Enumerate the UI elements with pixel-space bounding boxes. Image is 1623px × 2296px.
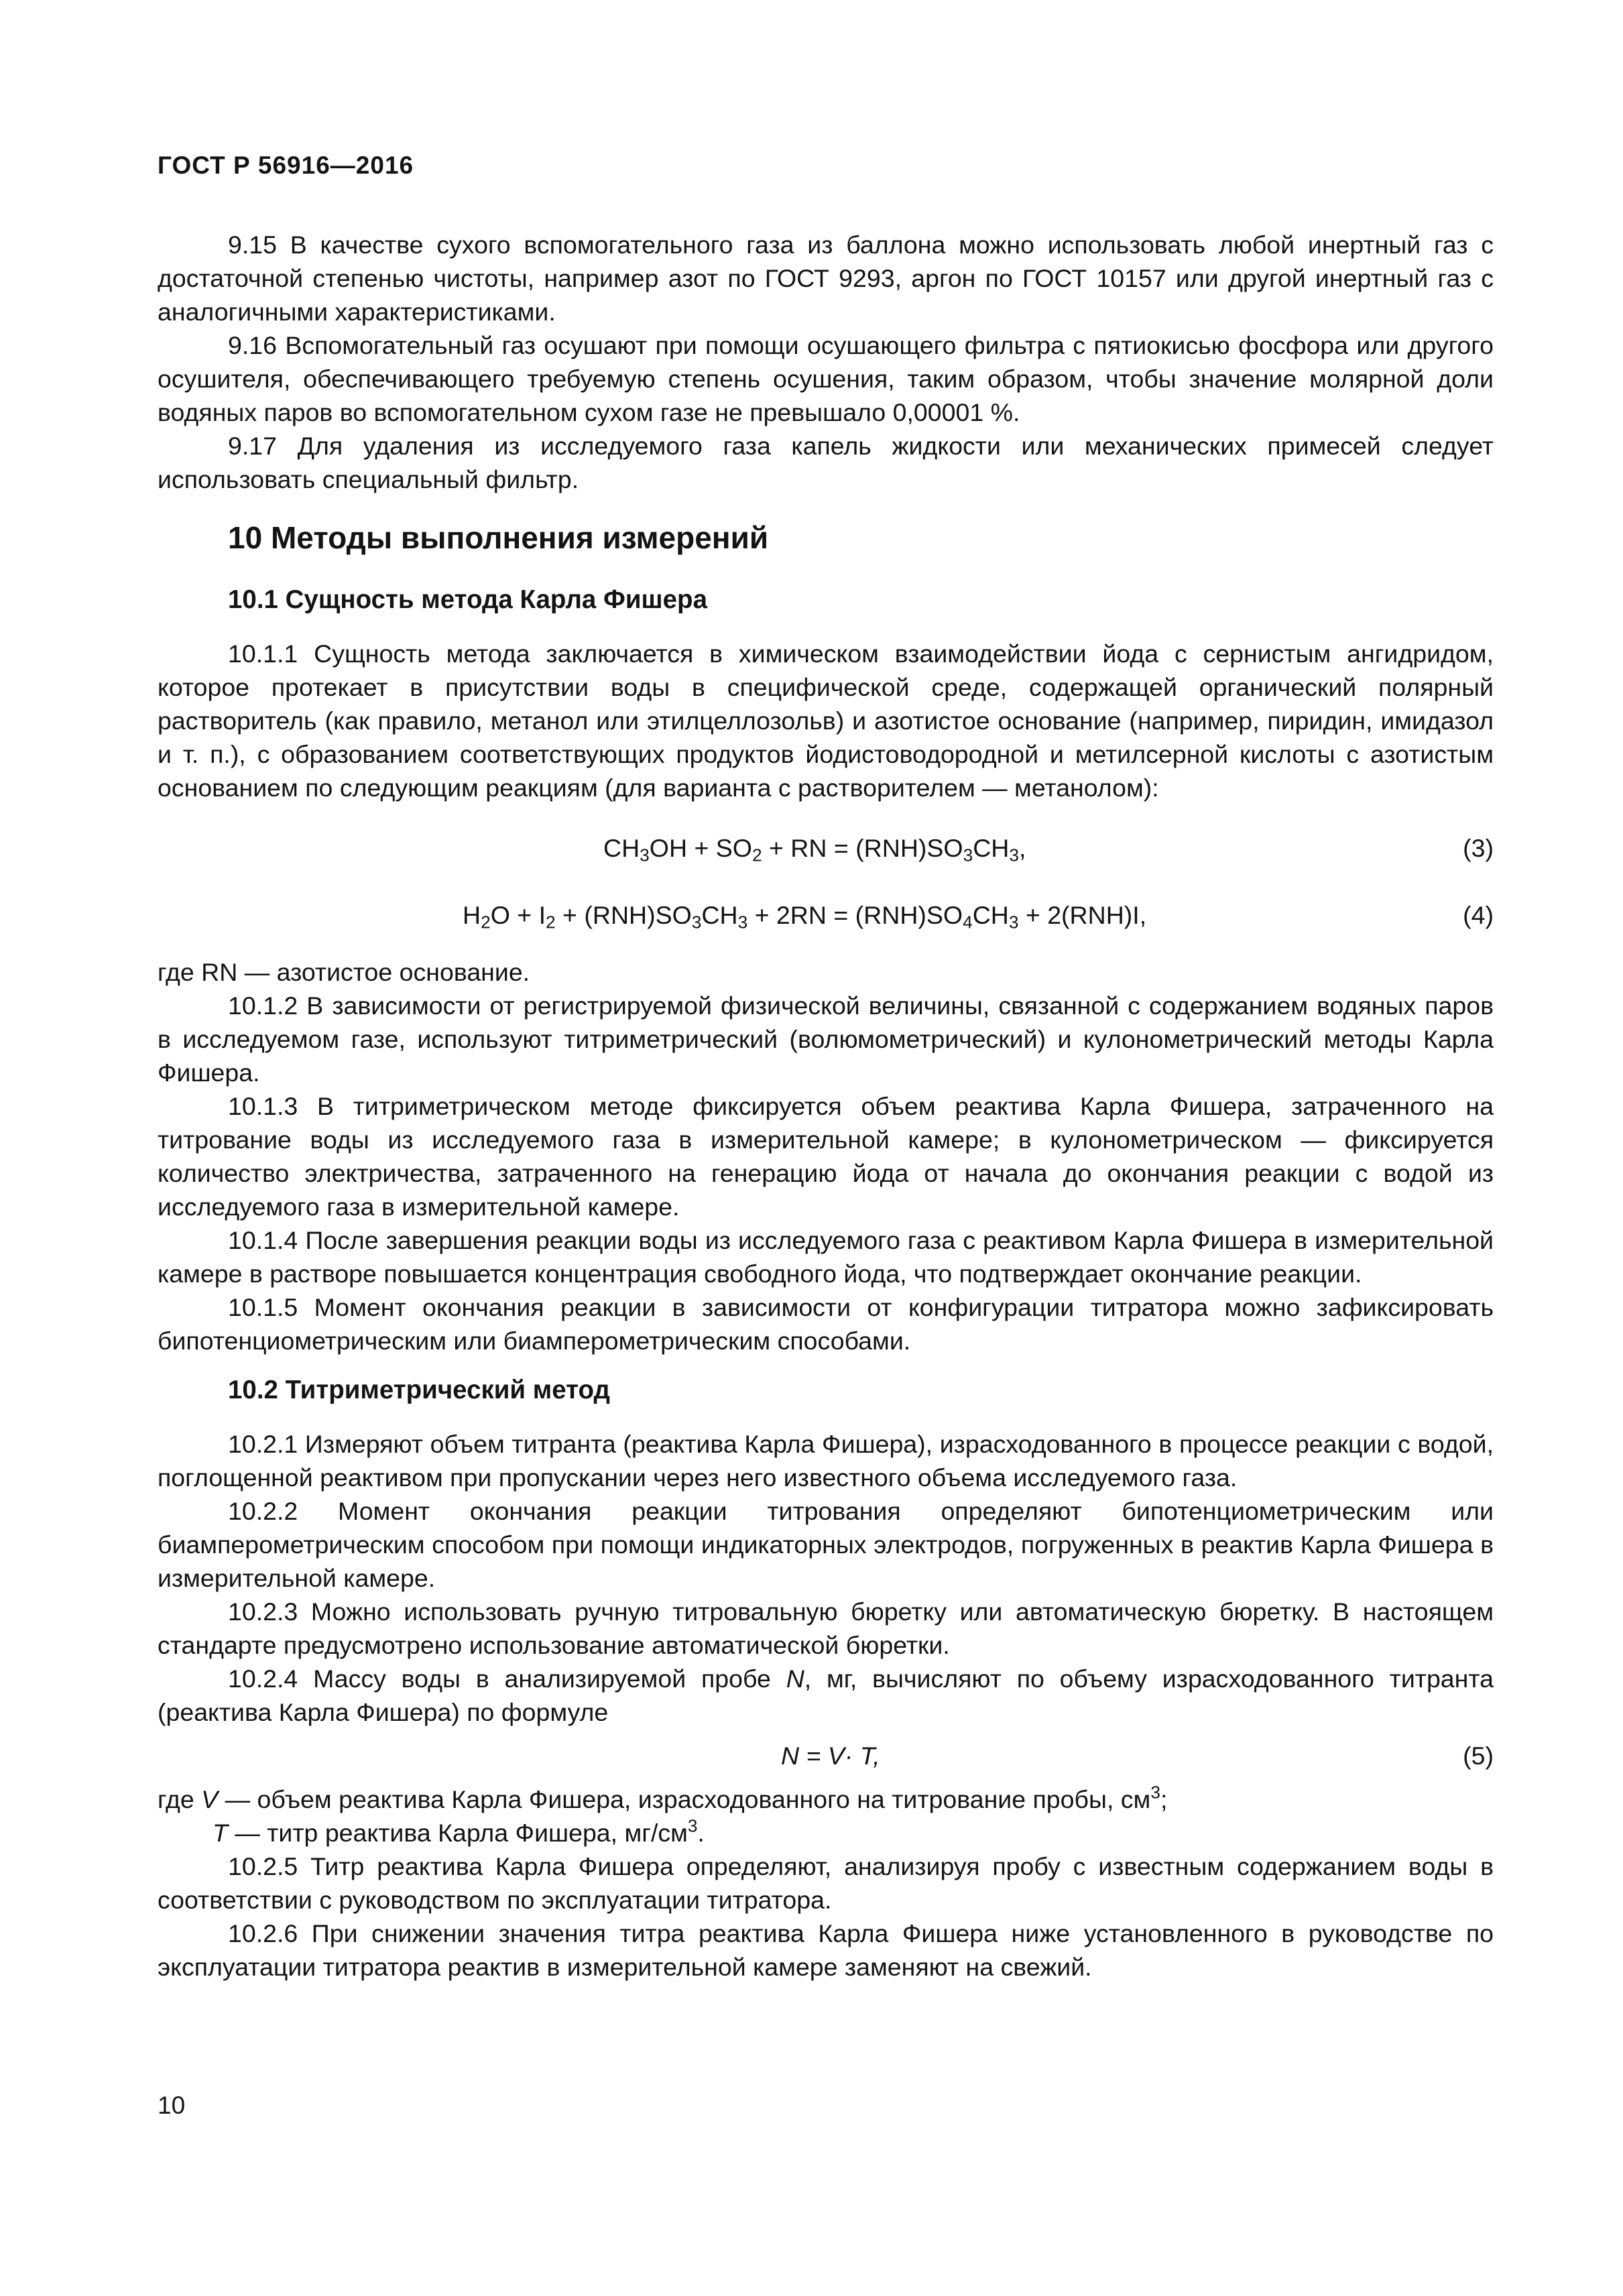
paragraph-10-1-5: 10.1.5 Момент окончания реакции в зависимости от конфигурации титратора можно зафиксировать бипотенциометрическим или биамперометрическим способами.: [158, 1293, 1494, 1355]
section-10-title: 10 Методы выполнения измерений: [228, 520, 769, 555]
paragraph-9-15: 9.15 В качестве сухого вспомогательного газа из баллона можно использовать любой инертный газ с достаточной степенью чистоты, например азот по ГОСТ 9293, аргон по ГОСТ 10157 или другой инертный газ с аналогичными характеристиками.: [158, 231, 1494, 326]
variable-n: N: [786, 1665, 804, 1693]
paragraph-10-1-3: 10.1.3 В титриметрическом методе фиксируется объем реактива Карла Фишера, затраченного на титрование воды из исследуемого газа в измерительной камере; в кулонометрическом — фиксируется количество электричества, затраченного на генерацию йода от начала до окончания реакции с водой из исследуемого газа в измерительной камере.: [158, 1092, 1494, 1221]
page-body: [158, 228, 1494, 1984]
paragraph-10-2-3: 10.2.3 Можно использовать ручную титровальную бюретку или автоматическую бюретку. В настоящем стандарте предусмотрено использование автоматической бюретки.: [158, 1597, 1494, 1659]
standard-header: ГОСТ Р 56916—2016: [158, 152, 414, 179]
page-number: 10: [158, 2092, 186, 2119]
equation-5-formula: N = V· T,: [781, 1742, 880, 1770]
equation-5: [158, 1739, 1494, 1772]
where-rn: где RN — азотистое основание.: [158, 958, 530, 986]
equation-3-formula: $CH_3OH + SO_2$ + RN = $(RNH)SO_3CH_3$,: [603, 834, 1026, 865]
equation-3: [158, 831, 1494, 865]
equation-5-number: (5): [1463, 1742, 1494, 1770]
paragraph-10-2-4: 10.2.4 Массу воды в анализируемой пробе N, мг, вычисляют по объему израсходованного титранта (реактива Карла Фишера) по формуле: [158, 1665, 1494, 1726]
paragraph-10-2-1: 10.2.1 Измеряют объем титранта (реактива Карла Фишера), израсходованного в процессе реакции с водой, поглощенной реактивом при пропускании через него известного объема исследуемого газа.: [158, 1430, 1494, 1492]
equation-3-number: (3): [1463, 834, 1494, 862]
paragraph-10-2-2: 10.2.2 Момент окончания реакции титрования определяют бипотенциометрическим или биамперометрическим способом при помощи индикаторных электродов, погруженных в реактив Карла Фишера в измерительной камере.: [158, 1497, 1494, 1592]
equation-4: [158, 898, 1494, 932]
paragraph-9-16: 9.16 Вспомогательный газ осушают при помощи осушающего фильтра с пятиокисью фосфора или другого осушителя, обеспечивающего требуемую степень осушения, таким образом, чтобы значение молярной доли водяных паров во вспомогательном сухом газе не превышало 0,00001 %.: [158, 331, 1494, 426]
paragraph-10-2-6: 10.2.6 При снижении значения титра реактива Карла Фишера ниже установленного в руководстве по эксплуатации титратора реактив в измерительной камере заменяют на свежий.: [158, 1919, 1494, 1981]
paragraph-9-17: 9.17 Для удаления из исследуемого газа капель жидкости или механических примесей следует использовать специальный фильтр.: [158, 432, 1494, 493]
paragraph-10-1-4: 10.1.4 После завершения реакции воды из исследуемого газа с реактивом Карла Фишера в измерительной камере в растворе повышается концентрация свободного йода, что подтверждает окончание реакции.: [158, 1226, 1494, 1288]
subsection-10-2-title: 10.2 Титриметрический метод: [228, 1376, 610, 1404]
where-t: T — титр реактива Карла Фишера, $мг/см^3$.: [213, 1815, 705, 1847]
equation-4-formula: $H_2O + I_2 + (RNH)SO_3CH_3 + 2RN = (RNH)SO_4CH_3 + 2(RNH)I$,: [463, 901, 1147, 932]
paragraph-10-1-1: 10.1.1 Сущность метода заключается в химическом взаимодействии йода с сернистым ангидридом, которое протекает в присутствии воды в специфической среде, содержащей органический полярный растворитель (как правило, метанол или этилцеллозольв) и азотистое основание (например, пиридин, имидазол и т. п.), с образованием соответствующих продуктов йодистоводородной и метилсерной кислоты с азотистым основанием по следующим реакциям (для варианта с растворителем — метанолом):: [158, 640, 1494, 802]
paragraph-10-1-2: 10.1.2 В зависимости от регистрируемой физической величины, связанной с содержанием водяных паров в исследуемом газе, используют титриметрический (волюмометрический) и кулонометрический методы Карла Фишера.: [158, 991, 1494, 1087]
where-v: где V — объем реактива Карла Фишера, израсходованного на титрование пробы, $см^3$;: [158, 1782, 1168, 1813]
paragraph-10-2-5: 10.2.5 Титр реактива Карла Фишера определяют, анализируя пробу с известным содержанием воды в соответствии с руководством по эксплуатации титратора.: [158, 1852, 1494, 1914]
equation-4-number: (4): [1463, 901, 1494, 929]
subsection-10-1-title: 10.1 Сущность метода Карла Фишера: [228, 585, 707, 614]
